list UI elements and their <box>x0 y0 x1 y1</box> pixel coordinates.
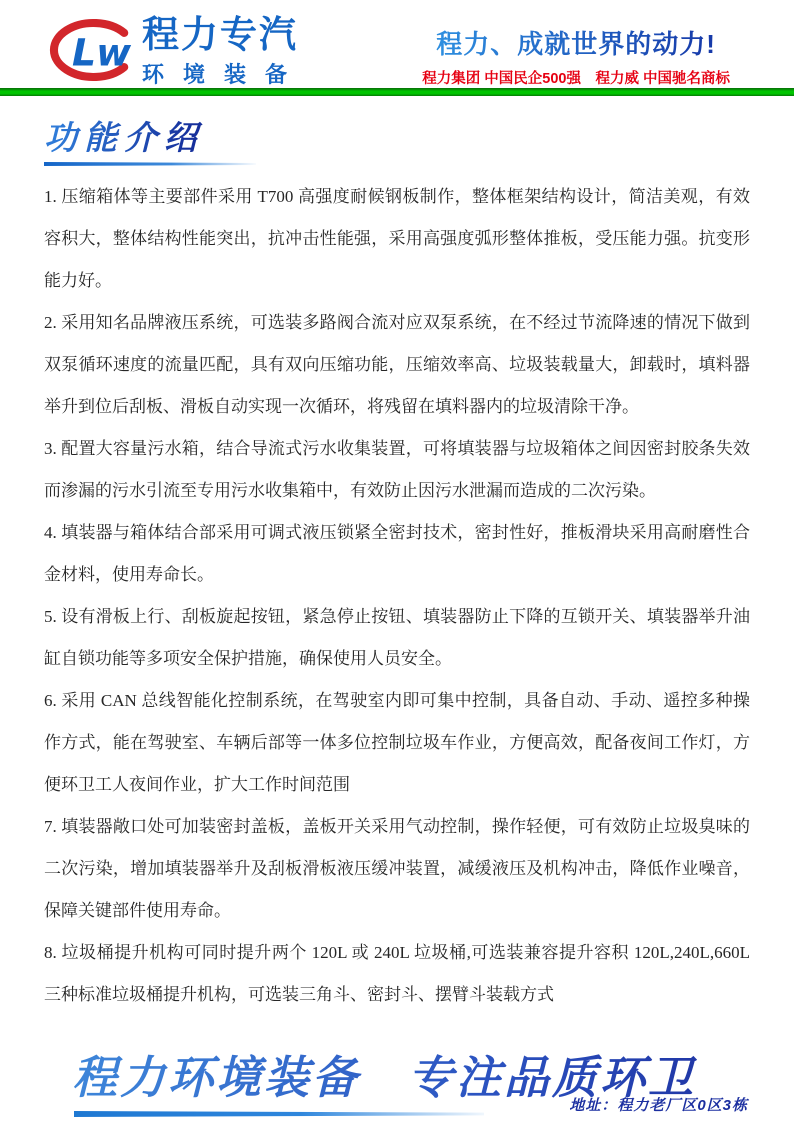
slogan-block <box>422 24 730 88</box>
content <box>0 96 794 1016</box>
feature-paragraph-6: 6. 采用 CAN 总线智能化控制系统，在驾驶室内即可集中控制，具备自动、手动、遥控多种操作方式，能在驾驶室、车辆后部等一体多位控制垃圾车作业，方便高效，配备夜间工作灯，方便环卫工人夜间作业，扩大工作时间范围 <box>44 691 750 794</box>
feature-paragraph-7: 7. 填装器敞口处可加装密封盖板，盖板开关采用气动控制，操作轻便，可有效防止垃圾臭味的二次污染，增加填装器举升及刮板滑板液压缓冲装置，减缓液压及机构冲击，降低作业噪音，保障关键部件使用寿命。 <box>44 817 750 920</box>
feature-paragraph-3: 3. 配置大容量污水箱，结合导流式污水收集装置，可将填装器与垃圾箱体之间因密封胶条失效而渗漏的污水引流至专用污水收集箱中，有效防止因污水泄漏而造成的二次污染。 <box>44 439 750 500</box>
footer-address: 地址：程力老厂区0区3栋 <box>569 1097 748 1114</box>
header <box>0 0 794 88</box>
brand-name: 程力专汽 <box>142 14 298 55</box>
footer-banner: 程力环境装备 专注品质环卫 <box>0 1041 794 1106</box>
brand-subtitle: 环境装备 <box>142 61 307 87</box>
title-underline <box>44 162 256 166</box>
header-tagline: 程力集团 中国民企500强 程力威 中国驰名商标 <box>422 71 730 87</box>
svg-text:Lw: Lw <box>72 30 132 75</box>
feature-paragraph-1: 1. 压缩箱体等主要部件采用 T700 高强度耐候钢板制作，整体框架结构设计，简洁美观，有效容积大，整体结构性能突出，抗冲击性能强，采用高强度弧形整体推板，受压能力强。抗变形能力好。 <box>44 187 750 290</box>
footer-banner-underline <box>74 1111 484 1117</box>
header-slogan: 程力、成就世界的动力! <box>436 24 716 61</box>
brand-block <box>142 16 312 89</box>
feature-paragraph-5: 5. 设有滑板上行、刮板旋起按钮，紧急停止按钮、填装器防止下降的互锁开关、填装器举升油缸自锁功能等多项安全保护措施，确保使用人员安全。 <box>44 607 750 668</box>
divider-green-bar <box>0 88 794 96</box>
feature-paragraph-4: 4. 填装器与箱体结合部采用可调式液压锁紧全密封技术，密封性好，推板滑块采用高耐磨性合金材料，使用寿命长。 <box>44 523 750 584</box>
feature-list <box>44 176 750 1016</box>
feature-paragraph-8: 8. 垃圾桶提升机构可同时提升两个 120L 或 240L 垃圾桶,可选装兼容提升容积 120L,240L,660L 三种标准垃圾桶提升机构，可选装三角斗、密封斗、摆臂斗装载方式 <box>44 943 750 1004</box>
feature-paragraph-2: 2. 采用知名品牌液压系统，可选装多路阀合流对应双泵系统，在不经过节流降速的情况下做到双泵循环速度的流量匹配，具有双向压缩功能，压缩效率高、垃圾装载量大，卸载时，填料器举升到位后刮板、滑板自动实现一次循环，将残留在填料器内的垃圾清除干净。 <box>44 313 750 416</box>
footer <box>0 1041 794 1117</box>
section-title: 功能介绍 <box>44 112 204 159</box>
chengli-logo-icon <box>44 14 136 86</box>
